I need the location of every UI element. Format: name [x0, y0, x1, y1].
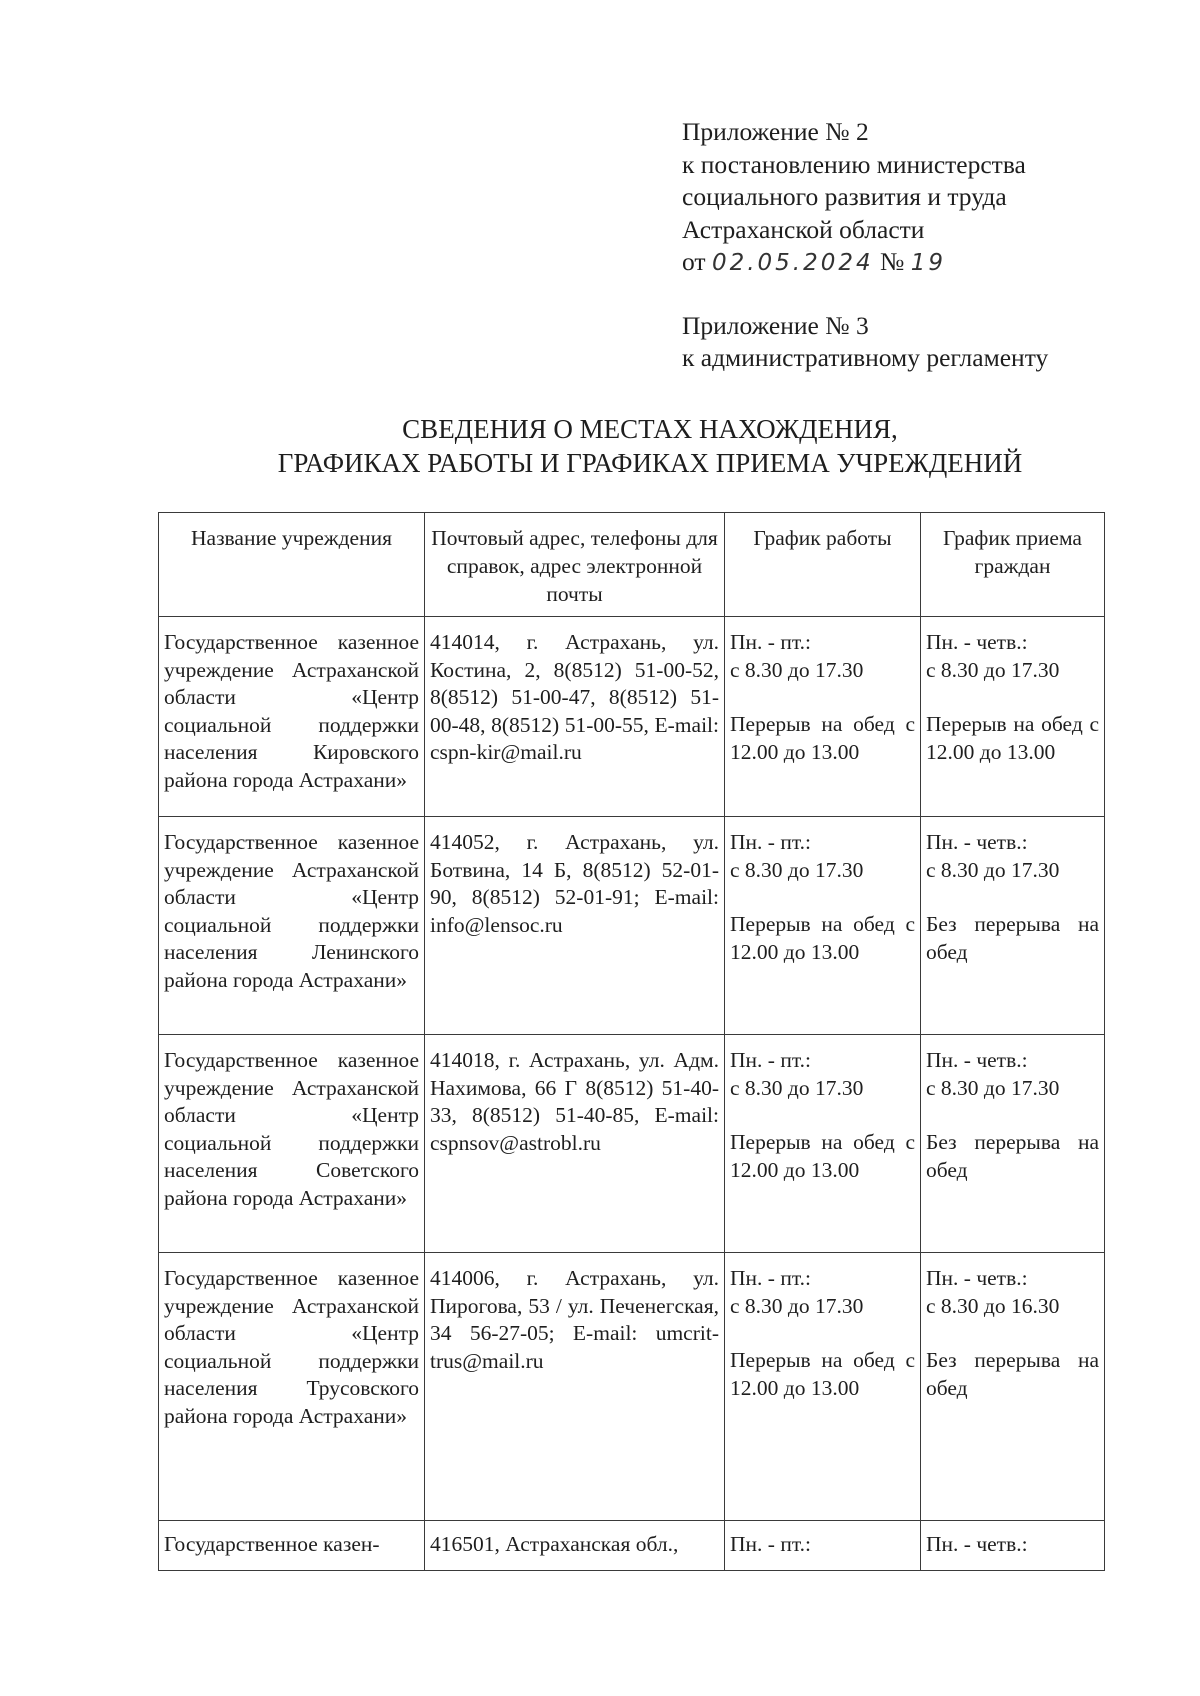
- work-days: Пн. - пт.:: [730, 1532, 811, 1556]
- document-title: [160, 412, 1140, 480]
- institutions-table: [158, 512, 1105, 1571]
- email-address: E-mail: cspn-kir@mail.ru: [430, 712, 719, 764]
- phone-numbers: 56-27-05;: [469, 1321, 555, 1345]
- work-break: Перерыв на обед с 12.00 до 13.00: [730, 1130, 915, 1182]
- work-hours: с 8.30 до 17.30: [730, 1075, 864, 1100]
- resolution-reference: к постановлению министерства: [682, 149, 1026, 179]
- institution-name: Государственное казенное учреждение Астраханской области «Центр социальной поддержки населения Трусовского района города Астрахани»: [159, 1253, 425, 1521]
- institution-contacts: [425, 817, 725, 1035]
- header-institution-name: Название учреждения: [159, 513, 425, 617]
- work-schedule: [725, 1035, 921, 1253]
- postal-address: 414014, г. Астрахань, ул. Костина, 2,: [430, 630, 719, 682]
- work-schedule: [725, 817, 921, 1035]
- work-hours: с 8.30 до 17.30: [730, 1293, 864, 1318]
- appendix-header: [682, 116, 1122, 375]
- institution-name: Государственное казенное учреждение Астраханской области «Центр социальной поддержки населения Советского района города Астрахани»: [159, 1035, 425, 1253]
- table-row: [159, 1521, 1105, 1571]
- postal-address: 414018, г. Астрахань, ул. Адм. Нахимова, 66 Г: [430, 1048, 719, 1100]
- work-schedule: [725, 617, 921, 817]
- institution-contacts: [425, 617, 725, 817]
- work-days: Пн. - пт.:: [730, 630, 811, 654]
- work-days: Пн. - пт.:: [730, 1048, 811, 1072]
- reception-hours: с 8.30 до 17.30: [926, 1075, 1060, 1100]
- phone-numbers: 8(8512) 51-40-33, 8(8512) 51-40-85,: [430, 1075, 720, 1127]
- reception-hours: с 8.30 до 16.30: [926, 1293, 1060, 1318]
- reception-schedule: [921, 817, 1105, 1035]
- reception-days: Пн. - четв.:: [926, 1266, 1028, 1290]
- email-address: E-mail: info@lensoc.ru: [430, 885, 719, 937]
- reception-schedule: [921, 1253, 1105, 1521]
- table-row: [159, 617, 1105, 817]
- work-break: Перерыв на обед с 12.00 до 13.00: [730, 1348, 915, 1400]
- institution-name: Государственное казен-: [159, 1521, 425, 1571]
- handwritten-number: 19: [910, 250, 947, 276]
- phone-numbers: 8(8512) 51-00-52, 8(8512) 51-00-47, 8(8512) 51-00-48, 8(8512) 51-00-55,: [430, 657, 719, 737]
- reception-schedule: [921, 617, 1105, 817]
- work-schedule: [725, 1253, 921, 1521]
- reception-break: Перерыв на обед с 12.00 до 13.00: [926, 712, 1099, 764]
- handwritten-date: 02.05.2024: [711, 250, 874, 276]
- reception-schedule: [921, 1521, 1105, 1571]
- table-row: [159, 1253, 1105, 1521]
- email-address: E-mail: cspnsov@astrobl.ru: [430, 1103, 719, 1155]
- header-address-contacts: Почтовый адрес, телефоны для справок, адрес электронной почты: [425, 513, 725, 617]
- reception-days: Пн. - четв.:: [926, 630, 1028, 654]
- title-line-1: СВЕДЕНИЯ О МЕСТАХ НАХОЖДЕНИЯ,: [402, 414, 898, 444]
- institution-name: Государственное казенное учреждение Астраханской области «Центр социальной поддержки населения Кировского района города Астрахани»: [159, 617, 425, 817]
- appendix-2-title: Приложение № 2: [682, 117, 869, 146]
- header-reception-schedule: График приема граждан: [921, 513, 1105, 617]
- reception-hours: с 8.30 до 17.30: [926, 657, 1060, 682]
- work-days: Пн. - пт.:: [730, 1266, 811, 1290]
- work-break: Перерыв на обед с 12.00 до 13.00: [730, 912, 915, 964]
- postal-address: 414052, г. Астрахань, ул. Ботвина, 14 Б,: [430, 830, 719, 882]
- resolution-date-line: [682, 246, 1122, 280]
- table-row: [159, 1035, 1105, 1253]
- header-work-schedule: График работы: [725, 513, 921, 617]
- reception-break: Без перерыва на обед: [926, 912, 1099, 964]
- table-row: [159, 817, 1105, 1035]
- title-line-2: ГРАФИКАХ РАБОТЫ И ГРАФИКАХ ПРИЕМА УЧРЕЖДЕНИЙ: [277, 448, 1023, 478]
- postal-address: 416501, Астраханская обл.,: [430, 1532, 679, 1556]
- number-sign: №: [880, 247, 905, 276]
- reception-days: Пн. - четв.:: [926, 830, 1028, 854]
- date-prefix: от: [682, 247, 706, 276]
- reception-days: Пн. - четв.:: [926, 1048, 1028, 1072]
- email-address: E-mail: umcrit-trus@mail.ru: [430, 1321, 719, 1373]
- institution-contacts: [425, 1035, 725, 1253]
- appendix-3-title: Приложение № 3: [682, 310, 869, 340]
- work-days: Пн. - пт.:: [730, 830, 811, 854]
- institution-contacts: [425, 1521, 725, 1571]
- table-header-row: [159, 513, 1105, 617]
- region-name: Астраханской области: [682, 214, 925, 244]
- reception-days: Пн. - четв.:: [926, 1532, 1028, 1556]
- institution-contacts: [425, 1253, 725, 1521]
- postal-address: 414006, г. Астрахань, ул. Пирогова, 53 / ул. Печенегская, 34: [430, 1266, 719, 1345]
- reception-schedule: [921, 1035, 1105, 1253]
- regulation-reference: к административному регламенту: [682, 343, 1049, 372]
- reception-break: Без перерыва на обед: [926, 1130, 1099, 1182]
- institution-name: Государственное казенное учреждение Астраханской области «Центр социальной поддержки населения Ленинского района города Астрахани»: [159, 817, 425, 1035]
- reception-hours: с 8.30 до 17.30: [926, 857, 1060, 882]
- work-hours: с 8.30 до 17.30: [730, 657, 864, 682]
- work-hours: с 8.30 до 17.30: [730, 857, 864, 882]
- reception-break: Без перерыва на обед: [926, 1348, 1099, 1400]
- work-break: Перерыв на обед с 12.00 до 13.00: [730, 712, 915, 764]
- phone-numbers: 8(8512) 52-01-90, 8(8512) 52-01-91;: [430, 857, 720, 909]
- work-schedule: [725, 1521, 921, 1571]
- ministry-name: социального развития и труда: [682, 182, 1007, 211]
